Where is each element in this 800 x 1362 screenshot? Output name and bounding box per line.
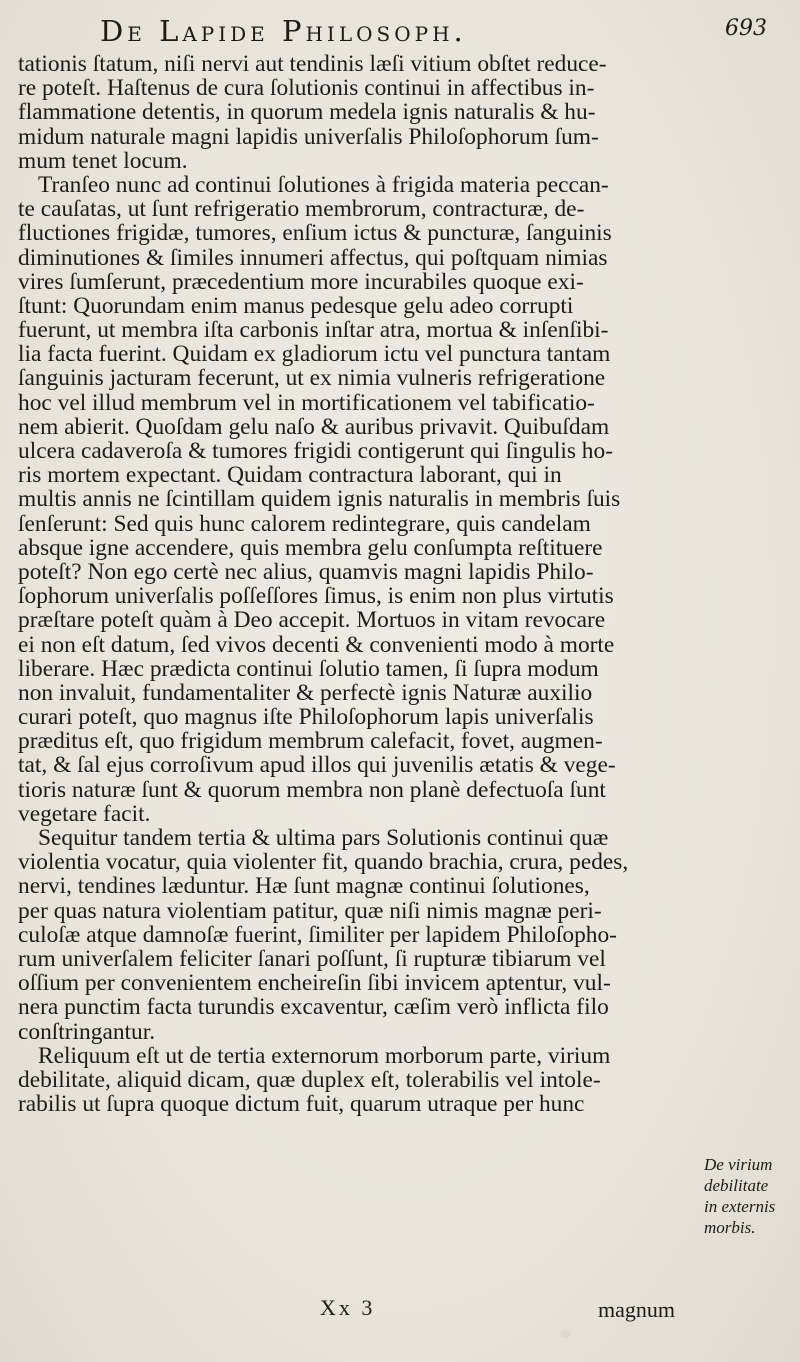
text-line: ſophorum univerſalis poſſeſſores ſimus, is enim non plus virtutis	[18, 584, 614, 609]
text-line: ſanguinis jacturam fecerunt, ut ex nimia vulneris refrigeratione	[18, 366, 606, 391]
text-line: oſſium per convenientem encheireſin ſibi invicem aptentur, vul-	[18, 971, 611, 996]
text-line: præditus eſt, quo frigidum membrum calefacit, fovet, augmen-	[18, 729, 603, 754]
text-line: vires ſumſerunt, præcedentium more incurabiles quoque exi-	[18, 269, 584, 294]
page-number: 693	[725, 16, 767, 41]
text-line: tat, & ſal ejus corroſivum apud illos qui juvenilis ætatis & vege-	[18, 753, 616, 778]
text-line: nervi, tendines læduntur. Hæ ſunt magnæ continui ſolutiones,	[18, 874, 590, 899]
text-line: ulcera cadaveroſa & tumores frigidi contigerunt qui ſingulis ho-	[18, 439, 613, 464]
text-line: ſtunt: Quorundam enim manus pedesque gelu adeo corrupti	[18, 293, 574, 319]
text-line: Reliquum eſt ut de tertia externorum morborum parte, virium	[38, 1043, 611, 1068]
signature-mark: Xx 3	[320, 1295, 376, 1320]
margin-note-line: morbis.	[704, 1218, 756, 1237]
text-line: vegetare facit.	[18, 801, 151, 826]
margin-note	[704, 1154, 798, 1238]
text-line: rabilis ut ſupra quoque dictum fuit, quarum utraque per hunc	[18, 1092, 585, 1117]
text-line: debilitate, aliquid dicam, quæ duplex eſt, tolerabilis vel intole-	[18, 1067, 601, 1093]
text-line: ris mortem expectant. Quidam contractura laborant, qui in	[18, 463, 562, 488]
text-line: culoſæ atque damnoſæ fuerint, ſimiliter per lapidem Philoſopho-	[18, 922, 617, 947]
text-line: nem abierit. Quoſdam gelu naſo & auribus privavit. Quibuſdam	[18, 414, 610, 439]
text-line: ſenſerunt: Sed quis hunc calorem redintegrare, quis candelam	[18, 511, 591, 536]
text-line: non invaluit, fundamentaliter & perfectè ignis Naturæ auxilio	[18, 680, 593, 706]
text-line: multis annis ne ſcintillam quidem ignis naturalis in membris ſuis	[18, 487, 621, 512]
text-line: conſtringantur.	[18, 1019, 156, 1044]
text-line: liberare. Hæc prædicta continui ſolutio tamen, ſi ſupra modum	[18, 656, 599, 681]
text-line: poteſt? Non ego certè nec alius, quamvis magni lapidis Philo-	[18, 559, 594, 585]
paper-stain	[560, 1330, 570, 1338]
text-line: nera punctim facta turundis excaventur, cæſim verò inflicta filo	[18, 995, 609, 1020]
running-title: De Lapide Philosoph.	[100, 14, 467, 48]
text-line: tioris naturæ ſunt & quorum membra non planè defectuoſa ſunt	[18, 777, 606, 802]
running-head	[0, 14, 800, 48]
text-line: curari poteſt, quo magnus iſte Philoſophorum lapis univerſalis	[18, 705, 594, 730]
text-line: hoc vel illud membrum vel in mortificationem vel tabificatio-	[18, 390, 595, 415]
text-line: lia facta fuerint. Quidam ex gladiorum ictu vel punctura tantam	[18, 342, 611, 367]
text-line: Tranſeo nunc ad continui ſolutiones à frigida materia peccan-	[38, 172, 609, 198]
margin-note-line: in externis	[704, 1197, 776, 1216]
text-line: fuerunt, ut membra iſta carbonis inſtar atra, mortua & inſenſibi-	[18, 318, 609, 343]
text-line: tationis ſtatum, niſi nervi aut tendinis læſi vitium obſtet reduce-	[18, 52, 607, 77]
text-line: rum univerſalem feliciter ſanari poſſunt, ſi rupturæ tibiarum vel	[18, 946, 606, 972]
text-line: fluctiones frigidæ, tumores, enſium ictus & puncturæ, ſanguinis	[18, 221, 612, 246]
text-line: per quas natura violentiam patitur, quæ niſi nimis magnæ peri-	[18, 898, 602, 923]
body-text	[18, 52, 708, 1116]
text-line: Sequitur tandem tertia & ultima pars Solutionis continui quæ	[38, 826, 609, 851]
text-line: midum naturale magni lapidis univerſalis Philoſophorum ſum-	[18, 124, 599, 149]
text-line: præſtare poteſt quàm à Deo accepit. Mortuos in vitam revocare	[18, 608, 606, 633]
text-line: ei non eſt datum, ſed vivos decenti & convenienti modo à morte	[18, 632, 615, 657]
text-line: te cauſatas, ut ſunt refrigeratio membrorum, contracturæ, de-	[18, 197, 585, 222]
margin-note-line: De virium	[704, 1155, 773, 1174]
text-line: absque igne accendere, quis membra gelu conſumpta reſtituere	[18, 535, 603, 560]
text-line: violentia vocatur, quia violenter fit, quando brachia, crura, pedes,	[18, 850, 629, 875]
margin-note-line: debilitate	[704, 1176, 769, 1195]
text-line: diminutiones & ſimiles innumeri affectus, qui poſtquam nimias	[18, 245, 608, 270]
text-line: re poteſt. Haſtenus de cura ſolutionis continui in affectibus in-	[18, 76, 595, 101]
text-line: mum tenet locum.	[18, 148, 188, 173]
text-line: flammatione detentis, in quorum medela ignis naturalis & hu-	[18, 100, 596, 125]
catchword: magnum	[598, 1297, 675, 1322]
